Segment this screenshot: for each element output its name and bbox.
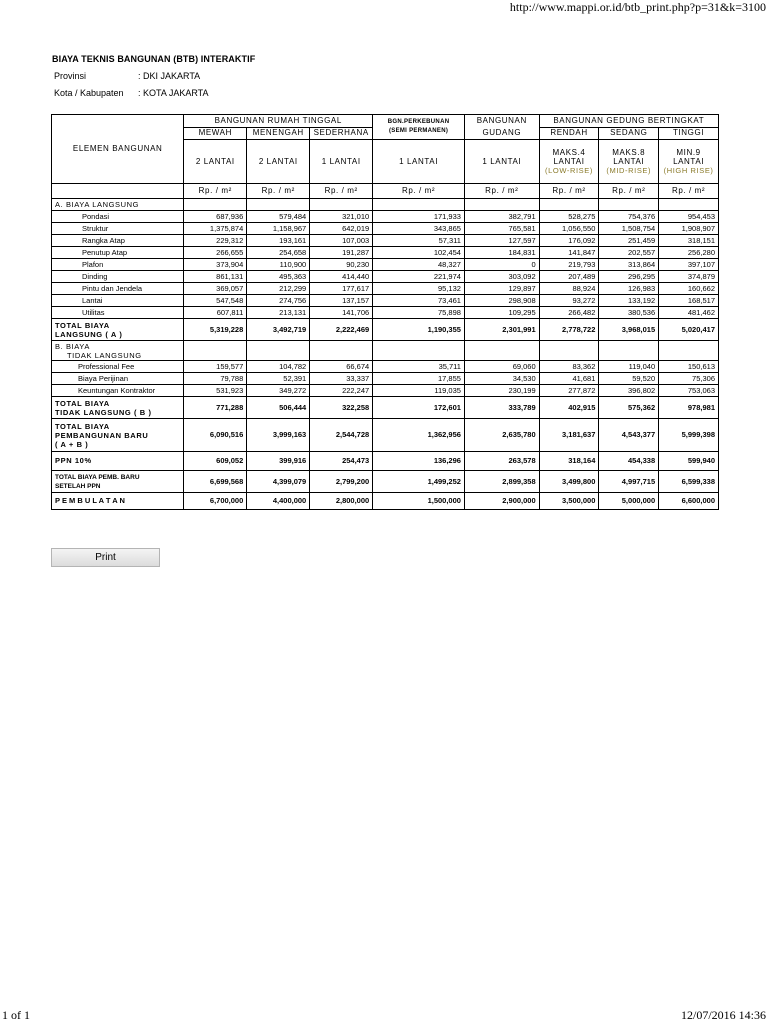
value-cell: 34,530 [464, 373, 539, 385]
unit-cell: Rp. / m² [599, 184, 659, 199]
page-url: http://www.mappi.or.id/btb_print.php?p=31&k=3100 [509, 0, 766, 14]
total-ab-cell: 5,999,398 [659, 419, 719, 452]
value-cell: 102,454 [373, 247, 465, 259]
print-datetime: 12/07/2016 14:36 [680, 1008, 766, 1022]
total-ppn-cell: 4,997,715 [599, 471, 659, 493]
subheader-sedang: SEDANG [599, 127, 659, 140]
table-row [52, 271, 719, 283]
value-cell: 687,936 [184, 211, 247, 223]
table-row [52, 373, 719, 385]
value-cell: 528,275 [539, 211, 599, 223]
row-label: Plafon [52, 259, 184, 271]
total-a-cell: 2,222,469 [310, 319, 373, 341]
value-cell: 221,974 [373, 271, 465, 283]
pembulatan-cell: 5,000,000 [599, 493, 659, 510]
group-kebun-line1: BGN.PERKEBUNAN [387, 119, 450, 125]
page-count: 1 of 1 [2, 1008, 30, 1022]
group-gudang-line1: BANGUNAN [476, 116, 527, 125]
ppn-cell: 599,940 [659, 452, 719, 471]
value-cell: 318,151 [659, 235, 719, 247]
table-row [52, 247, 719, 259]
section-b-row [52, 341, 719, 361]
row-label: Struktur [52, 223, 184, 235]
floor-mewah: 2 LANTAI [184, 140, 247, 184]
value-cell: 141,847 [539, 247, 599, 259]
value-cell: 765,581 [464, 223, 539, 235]
group-kebun-line2: (SEMI PERMANEN) [388, 128, 449, 134]
value-cell: 160,662 [659, 283, 719, 295]
value-cell: 254,658 [247, 247, 310, 259]
elemen-header: ELEMEN BANGUNAN [52, 115, 184, 184]
value-cell: 90,230 [310, 259, 373, 271]
provinsi-value: : DKI JAKARTA [138, 71, 201, 81]
value-cell: 69,060 [464, 361, 539, 373]
table-row [52, 385, 719, 397]
value-cell: 104,782 [247, 361, 310, 373]
unit-cell: Rp. / m² [310, 184, 373, 199]
section-a-row [52, 199, 719, 211]
value-cell: 1,158,967 [247, 223, 310, 235]
value-cell: 191,287 [310, 247, 373, 259]
floor-rendah: MAKS.4 LANTAI (LOW-RISE) [539, 140, 599, 184]
table-row [52, 295, 719, 307]
value-cell: 495,363 [247, 271, 310, 283]
total-a-row [52, 319, 719, 341]
group-gedung-header: BANGUNAN GEDUNG BERTINGKAT [539, 115, 718, 128]
value-cell: 59,520 [599, 373, 659, 385]
value-cell: 754,376 [599, 211, 659, 223]
total-ab-cell: 1,362,956 [373, 419, 465, 452]
total-b-cell: 322,258 [310, 397, 373, 419]
value-cell: 256,280 [659, 247, 719, 259]
table-row [52, 235, 719, 247]
document-title: BIAYA TEKNIS BANGUNAN (BTB) INTERAKTIF [52, 54, 256, 64]
ppn-label: PPN 10% [52, 452, 184, 471]
value-cell: 1,375,874 [184, 223, 247, 235]
row-label: Biaya Perijinan [52, 373, 184, 385]
pembulatan-cell: 1,500,000 [373, 493, 465, 510]
total-ab-cell: 6,090,516 [184, 419, 247, 452]
unit-cell: Rp. / m² [373, 184, 465, 199]
value-cell: 52,391 [247, 373, 310, 385]
value-cell: 1,908,907 [659, 223, 719, 235]
total-b-row [52, 397, 719, 419]
table-row [52, 259, 719, 271]
value-cell: 230,199 [464, 385, 539, 397]
total-ppn-label: TOTAL BIAYA PEMB. BARU SETELAH PPN [52, 471, 184, 493]
value-cell: 382,791 [464, 211, 539, 223]
total-ppn-row [52, 471, 719, 493]
floor-sedang: MAKS.8 LANTAI (MID-RISE) [599, 140, 659, 184]
value-cell: 579,484 [247, 211, 310, 223]
value-cell: 547,548 [184, 295, 247, 307]
total-a-cell: 3,492,719 [247, 319, 310, 341]
value-cell: 75,306 [659, 373, 719, 385]
row-label: Professional Fee [52, 361, 184, 373]
value-cell: 176,092 [539, 235, 599, 247]
table-row [52, 211, 719, 223]
value-cell: 17,855 [373, 373, 465, 385]
value-cell: 193,161 [247, 235, 310, 247]
value-cell: 251,459 [599, 235, 659, 247]
value-cell: 369,057 [184, 283, 247, 295]
total-b-cell: 978,981 [659, 397, 719, 419]
total-ppn-cell: 4,399,079 [247, 471, 310, 493]
total-b-cell: 402,915 [539, 397, 599, 419]
value-cell: 861,131 [184, 271, 247, 283]
btb-table [51, 114, 719, 510]
provinsi-label: Provinsi [54, 71, 87, 81]
total-ppn-cell: 2,899,358 [464, 471, 539, 493]
ppn-cell: 454,338 [599, 452, 659, 471]
value-cell: 119,040 [599, 361, 659, 373]
pembulatan-cell: 2,900,000 [464, 493, 539, 510]
value-cell: 127,597 [464, 235, 539, 247]
row-label: Rangka Atap [52, 235, 184, 247]
value-cell: 184,831 [464, 247, 539, 259]
floor-menengah: 2 LANTAI [247, 140, 310, 184]
total-b-cell: 172,601 [373, 397, 465, 419]
kota-info [54, 88, 209, 98]
value-cell: 75,898 [373, 307, 465, 319]
total-a-cell: 5,319,228 [184, 319, 247, 341]
value-cell: 481,462 [659, 307, 719, 319]
value-cell: 642,019 [310, 223, 373, 235]
total-a-cell: 2,301,991 [464, 319, 539, 341]
total-b-label: TOTAL BIAYA TIDAK LANGSUNG ( B ) [52, 397, 184, 419]
value-cell: 531,923 [184, 385, 247, 397]
value-cell: 141,706 [310, 307, 373, 319]
value-cell: 107,003 [310, 235, 373, 247]
value-cell: 380,536 [599, 307, 659, 319]
unit-row [52, 184, 719, 199]
total-a-cell: 3,968,015 [599, 319, 659, 341]
kota-label: Kota / Kabupaten [54, 88, 124, 98]
ppn-cell: 263,578 [464, 452, 539, 471]
total-ppn-cell: 6,699,568 [184, 471, 247, 493]
value-cell: 298,908 [464, 295, 539, 307]
section-b-label: B. BIAYA TIDAK LANGSUNG [52, 341, 184, 361]
total-b-cell: 506,444 [247, 397, 310, 419]
value-cell: 79,788 [184, 373, 247, 385]
value-cell: 266,482 [539, 307, 599, 319]
pembulatan-cell: 2,800,000 [310, 493, 373, 510]
value-cell: 129,897 [464, 283, 539, 295]
total-ppn-cell: 3,499,800 [539, 471, 599, 493]
value-cell: 66,674 [310, 361, 373, 373]
row-label: Utilitas [52, 307, 184, 319]
total-ab-cell: 4,543,377 [599, 419, 659, 452]
row-label: Keuntungan Kontraktor [52, 385, 184, 397]
value-cell: 93,272 [539, 295, 599, 307]
value-cell: 168,517 [659, 295, 719, 307]
total-ab-row [52, 419, 719, 452]
ppn-row [52, 452, 719, 471]
pembulatan-cell: 6,700,000 [184, 493, 247, 510]
section-a-label: A. BIAYA LANGSUNG [52, 199, 184, 211]
value-cell: 109,295 [464, 307, 539, 319]
group-gudang-line2: GUDANG [482, 128, 522, 137]
value-cell: 133,192 [599, 295, 659, 307]
pembulatan-label: P E M B U L A T A N [52, 493, 184, 510]
table-row [52, 283, 719, 295]
total-a-cell: 1,190,355 [373, 319, 465, 341]
floor-gudang: 1 LANTAI [464, 140, 539, 184]
total-b-cell: 771,288 [184, 397, 247, 419]
ppn-cell: 136,296 [373, 452, 465, 471]
value-cell: 150,613 [659, 361, 719, 373]
total-a-cell: 5,020,417 [659, 319, 719, 341]
value-cell: 397,107 [659, 259, 719, 271]
value-cell: 954,453 [659, 211, 719, 223]
value-cell: 95,132 [373, 283, 465, 295]
value-cell: 374,879 [659, 271, 719, 283]
row-label: Pondasi [52, 211, 184, 223]
value-cell: 373,904 [184, 259, 247, 271]
table-row [52, 223, 719, 235]
pembulatan-cell: 4,400,000 [247, 493, 310, 510]
value-cell: 296,295 [599, 271, 659, 283]
value-cell: 171,933 [373, 211, 465, 223]
group-kebun-header [373, 115, 465, 140]
value-cell: 137,157 [310, 295, 373, 307]
group-gudang-header [464, 115, 539, 140]
row-label: Dinding [52, 271, 184, 283]
unit-cell: Rp. / m² [184, 184, 247, 199]
value-cell: 313,864 [599, 259, 659, 271]
value-cell: 222,247 [310, 385, 373, 397]
total-ppn-cell: 2,799,200 [310, 471, 373, 493]
row-label: Penutup Atap [52, 247, 184, 259]
value-cell: 119,035 [373, 385, 465, 397]
ppn-cell: 609,052 [184, 452, 247, 471]
value-cell: 212,299 [247, 283, 310, 295]
floor-sederhana: 1 LANTAI [310, 140, 373, 184]
value-cell: 229,312 [184, 235, 247, 247]
value-cell: 396,802 [599, 385, 659, 397]
value-cell: 607,811 [184, 307, 247, 319]
total-b-cell: 333,789 [464, 397, 539, 419]
value-cell: 349,272 [247, 385, 310, 397]
ppn-cell: 399,916 [247, 452, 310, 471]
value-cell: 277,872 [539, 385, 599, 397]
value-cell: 35,711 [373, 361, 465, 373]
value-cell: 753,063 [659, 385, 719, 397]
floor-tinggi: MIN.9 LANTAI (HIGH RISE) [659, 140, 719, 184]
value-cell: 266,655 [184, 247, 247, 259]
ppn-cell: 318,164 [539, 452, 599, 471]
value-cell: 321,010 [310, 211, 373, 223]
value-cell: 48,327 [373, 259, 465, 271]
value-cell: 414,440 [310, 271, 373, 283]
table-row [52, 361, 719, 373]
value-cell: 110,900 [247, 259, 310, 271]
pembulatan-cell: 3,500,000 [539, 493, 599, 510]
row-label: Lantai [52, 295, 184, 307]
value-cell: 159,577 [184, 361, 247, 373]
value-cell: 213,131 [247, 307, 310, 319]
value-cell: 33,337 [310, 373, 373, 385]
value-cell: 219,793 [539, 259, 599, 271]
value-cell: 57,311 [373, 235, 465, 247]
provinsi-info [54, 71, 200, 81]
subheader-tinggi: TINGGI [659, 127, 719, 140]
value-cell: 83,362 [539, 361, 599, 373]
kota-value: : KOTA JAKARTA [138, 88, 209, 98]
value-cell: 73,461 [373, 295, 465, 307]
total-ppn-cell: 1,499,252 [373, 471, 465, 493]
value-cell: 177,617 [310, 283, 373, 295]
total-a-cell: 2,778,722 [539, 319, 599, 341]
total-ab-cell: 2,544,728 [310, 419, 373, 452]
total-ab-cell: 3,999,163 [247, 419, 310, 452]
unit-cell: Rp. / m² [464, 184, 539, 199]
total-ab-cell: 3,181,637 [539, 419, 599, 452]
total-ppn-cell: 6,599,338 [659, 471, 719, 493]
value-cell: 202,557 [599, 247, 659, 259]
row-label: Pintu dan Jendela [52, 283, 184, 295]
pembulatan-row [52, 493, 719, 510]
floor-kebun: 1 LANTAI [373, 140, 465, 184]
total-a-label: TOTAL BIAYA LANGSUNG ( A ) [52, 319, 184, 341]
pembulatan-cell: 6,600,000 [659, 493, 719, 510]
value-cell: 1,508,754 [599, 223, 659, 235]
value-cell: 88,924 [539, 283, 599, 295]
value-cell: 274,756 [247, 295, 310, 307]
total-ab-cell: 2,635,780 [464, 419, 539, 452]
print-button[interactable]: Print [51, 548, 160, 567]
total-b-cell: 575,362 [599, 397, 659, 419]
unit-cell: Rp. / m² [539, 184, 599, 199]
value-cell: 0 [464, 259, 539, 271]
table-row [52, 307, 719, 319]
value-cell: 126,983 [599, 283, 659, 295]
value-cell: 303,092 [464, 271, 539, 283]
unit-cell: Rp. / m² [247, 184, 310, 199]
ppn-cell: 254,473 [310, 452, 373, 471]
value-cell: 41,681 [539, 373, 599, 385]
subheader-menengah: MENENGAH [247, 127, 310, 140]
subheader-sederhana: SEDERHANA [310, 127, 373, 140]
value-cell: 207,489 [539, 271, 599, 283]
value-cell: 1,056,550 [539, 223, 599, 235]
subheader-rendah: RENDAH [539, 127, 599, 140]
subheader-mewah: MEWAH [184, 127, 247, 140]
unit-cell: Rp. / m² [659, 184, 719, 199]
value-cell: 343,865 [373, 223, 465, 235]
group-rumah-header: BANGUNAN RUMAH TINGGAL [184, 115, 373, 128]
total-ab-label: TOTAL BIAYA PEMBANGUNAN BARU ( A + B ) [52, 419, 184, 452]
